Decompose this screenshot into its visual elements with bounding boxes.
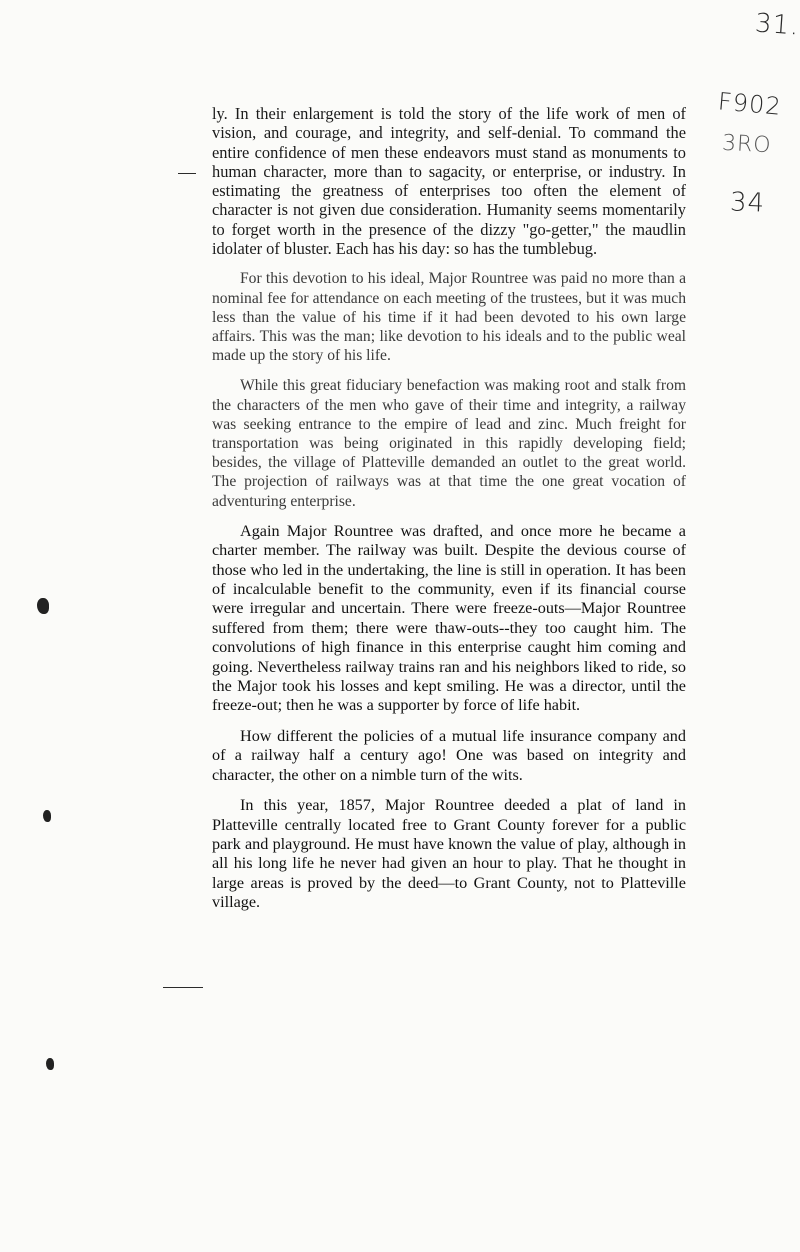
paragraph: ly. In their enlargement is told the story of the life work of men of vision, and courage, and integrity, and self-denial. To command the entire confidence of men these endeavors must stand as monuments to human character, more than to sagacity, or enterprise, or industry. In estimating the greatness of enterprises too often the element of character is not given due consideration. Humanity seems momentarily to forget worth in the presence of the dizzy "go-getter," the maudlin idolater of bluster. Each has his day: so has the tumblebug. <box>212 104 686 259</box>
margin-dash-mark <box>163 987 203 988</box>
margin-dash-mark <box>178 173 196 174</box>
handwritten-note-b: 3RO <box>721 130 773 159</box>
paragraph: For this devotion to his ideal, Major Rountree was paid no more than a nominal fee for attendance on each meeting of the trustees, but it was much less than the value of his time if it had been devoted to his own large affairs. This was the man; like devotion to his ideals and to the public weal made up the story of his life. <box>212 270 686 365</box>
punch-hole-mark <box>37 598 49 614</box>
paragraph: How different the policies of a mutual life insurance company and of a railway half a century ago! One was based on integrity and character, the other on a nimble turn of the wits. <box>212 726 686 784</box>
handwritten-note-c: 34 <box>729 187 766 219</box>
handwritten-page-number: 31. <box>754 8 800 42</box>
body-text <box>212 104 686 924</box>
handwritten-note-a: F902 <box>716 87 783 121</box>
paragraph: In this year, 1857, Major Rountree deeded a plat of land in Platteville centrally located free to Grant County forever for a public park and playground. He must have known the value of play, although in all his long life he never had given an hour to play. That he thought in large areas is proved by the deed—to Grant County, not to Platteville village. <box>212 796 686 912</box>
punch-hole-mark <box>46 1058 54 1070</box>
paragraph: While this great fiduciary benefaction was making root and stalk from the characters of the men who gave of their time and integrity, a railway was seeking entrance to the empire of lead and zinc. Much freight for transportation was being originated in this rapidly developing field; besides, the village of Platteville demanded an outlet to the great world. The projection of railways was at that time the one great vocation of adventuring enterprise. <box>212 377 686 510</box>
punch-hole-mark <box>43 810 51 822</box>
paragraph: Again Major Rountree was drafted, and once more he became a charter member. The railway was built. Despite the devious course of those who led in the undertaking, the line is still in operation. It has been of incalculable benefit to the community, even if its financial course were irregular and uncertain. There were freeze-outs—Major Rountree suffered from them; there were thaw-outs--they too caught him. The convolutions of high finance in this enterprise caught him coming and going. Nevertheless railway trains ran and his neighbors liked to ride, so the Major took his losses and kept smiling. He was a director, until the freeze-out; then he was a supporter by force of life habit. <box>212 521 686 715</box>
